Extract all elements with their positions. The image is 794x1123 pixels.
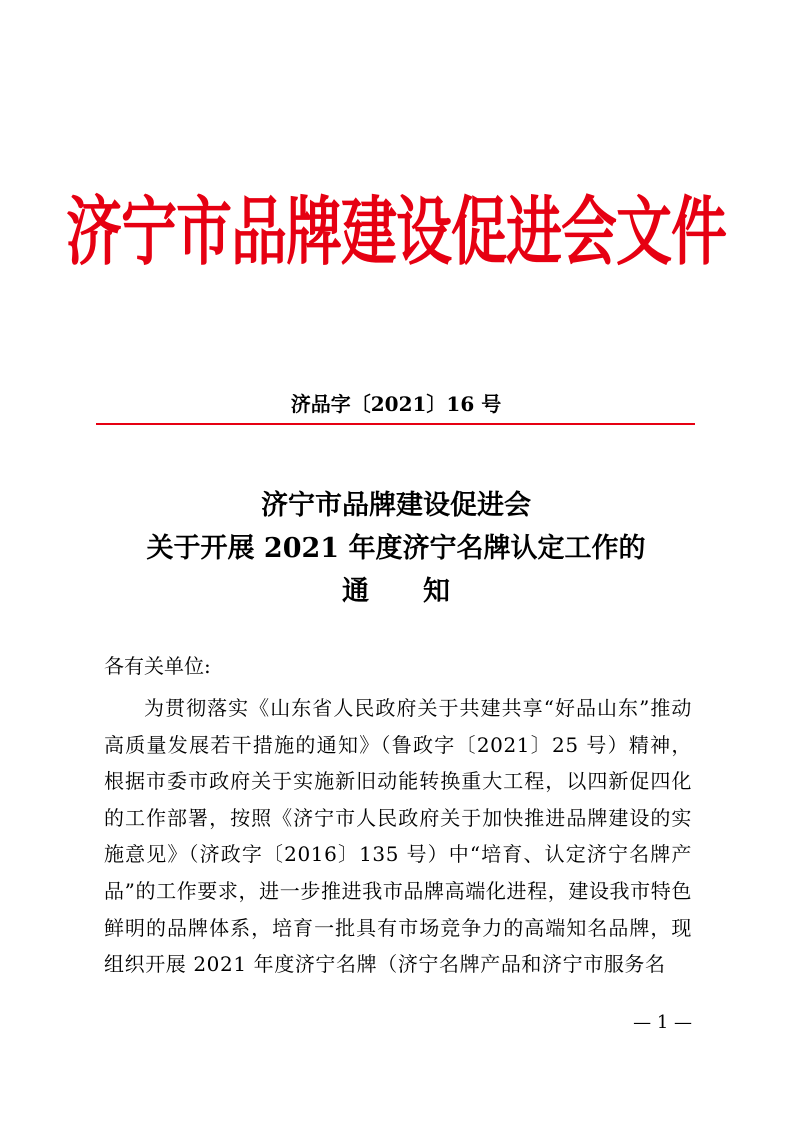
title-line-1: 济宁市品牌建设促进会 [261, 490, 531, 521]
red-divider-line [96, 423, 695, 425]
addressee-line: 各有关单位: [104, 654, 211, 678]
body-paragraph: 为贯彻落实《山东省人民政府关于共建共享“好品山东”推动高质量发展若干措施的通知》（鲁政字〔2021〕25 号）精神，根据市委市政府关于实施新旧动能转换重大工程，以四新促四化的工作部署，按照《济宁市人民政府关于加快推进品牌建设的实施意见》（济政字〔2016〕135 号）中“培育、认定济宁名牌产品”的工作要求，进一步推进我市品牌高端化进程，建设我市特色鲜明的品牌体系，培育一批具有市场竞争力的高端知名品牌，现组织开展 2021 年度济宁名牌（济宁名牌产品和济宁市服务名 [104, 696, 692, 977]
document-title [96, 484, 696, 613]
page-number: — 1 — [633, 1012, 692, 1033]
document-number: 济品字〔2021〕16 号 [290, 392, 502, 416]
title-line-2: 关于开展 2021 年度济宁名牌认定工作的 [146, 533, 646, 564]
title-line-3: 通知 [342, 576, 504, 607]
document-masthead: 济宁市品牌建设促进会文件 [66, 188, 726, 276]
